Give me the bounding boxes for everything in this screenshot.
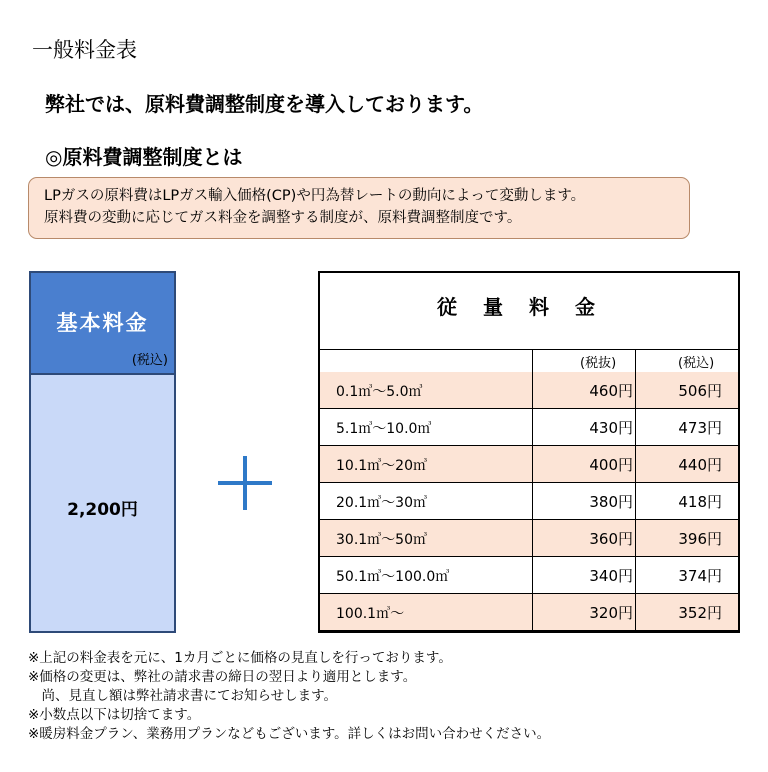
price-with-tax: 440円 xyxy=(678,456,722,474)
fee-row xyxy=(320,557,738,594)
price-with-tax: 396円 xyxy=(678,530,722,548)
price-pre-tax: 360円 xyxy=(589,530,633,548)
price-with-tax: 374円 xyxy=(678,567,722,585)
price-pre-tax: 460円 xyxy=(589,382,633,400)
price-pre-tax: 400円 xyxy=(589,456,633,474)
footnote: ※小数点以下は切捨てます。 xyxy=(28,707,201,723)
fee-row xyxy=(320,594,738,631)
usage-range: 5.1㎥～10.0㎥ xyxy=(336,421,432,437)
metered-fee-table xyxy=(318,271,740,633)
usage-range: 20.1㎥～30㎥ xyxy=(336,495,427,511)
usage-range: 10.1㎥～20㎥ xyxy=(336,458,427,474)
price-with-tax: 352円 xyxy=(678,604,722,622)
usage-range: 100.1㎥～ xyxy=(336,606,405,622)
explanation-line: LPガスの原料費はLPガス輸入価格(CP)や円為替レートの動向によって変動します。 xyxy=(44,188,586,204)
metered-fee-title: 従量料金 xyxy=(437,295,621,319)
fee-row xyxy=(320,446,738,483)
pre-tax-column-label: (税抜) xyxy=(580,356,617,371)
section-heading: ◎原料費調整制度とは xyxy=(45,145,243,169)
explanation-box xyxy=(28,177,690,239)
price-pre-tax: 320円 xyxy=(589,604,633,622)
basic-fee-box xyxy=(29,271,176,633)
price-with-tax: 506円 xyxy=(678,382,722,400)
fee-row xyxy=(320,372,738,409)
tax-header-row xyxy=(320,349,738,373)
basic-fee-label: 基本料金 xyxy=(56,311,149,335)
price-pre-tax: 380円 xyxy=(589,493,633,511)
price-pre-tax: 430円 xyxy=(589,419,633,437)
footnote: ※暖房料金プラン、業務用プランなどもございます。詳しくはお問い合わせください。 xyxy=(28,726,551,742)
with-tax-column-label: (税込) xyxy=(678,356,715,371)
basic-fee-tax-label: (税込) xyxy=(131,353,168,368)
basic-fee-header xyxy=(31,273,174,375)
usage-range: 30.1㎥～50㎥ xyxy=(336,532,427,548)
plus-icon xyxy=(218,448,288,518)
fee-row xyxy=(320,520,738,557)
fee-row xyxy=(320,483,738,520)
footnote: 尚、見直し額は弊社請求書にてお知らせします。 xyxy=(28,688,338,704)
footnotes xyxy=(28,649,550,744)
footnote: ※価格の変更は、弊社の請求書の締日の翌日より適用とします。 xyxy=(28,669,417,685)
footnote: ※上記の料金表を元に、1カ月ごとに価格の見直しを行っております。 xyxy=(28,650,452,666)
page-title: 一般料金表 xyxy=(32,38,137,62)
explanation-line: 原料費の変動に応じてガス料金を調整する制度が、原料費調整制度です。 xyxy=(44,210,522,226)
subtitle: 弊社では、原料費調整制度を導入しております。 xyxy=(45,92,484,116)
price-with-tax: 473円 xyxy=(678,419,722,437)
fee-row xyxy=(320,409,738,446)
price-with-tax: 418円 xyxy=(678,493,722,511)
basic-fee-price: 2,200円 xyxy=(67,500,138,520)
price-pre-tax: 340円 xyxy=(589,567,633,585)
usage-range: 0.1㎥～5.0㎥ xyxy=(336,384,423,400)
usage-range: 50.1㎥～100.0㎥ xyxy=(336,569,450,585)
